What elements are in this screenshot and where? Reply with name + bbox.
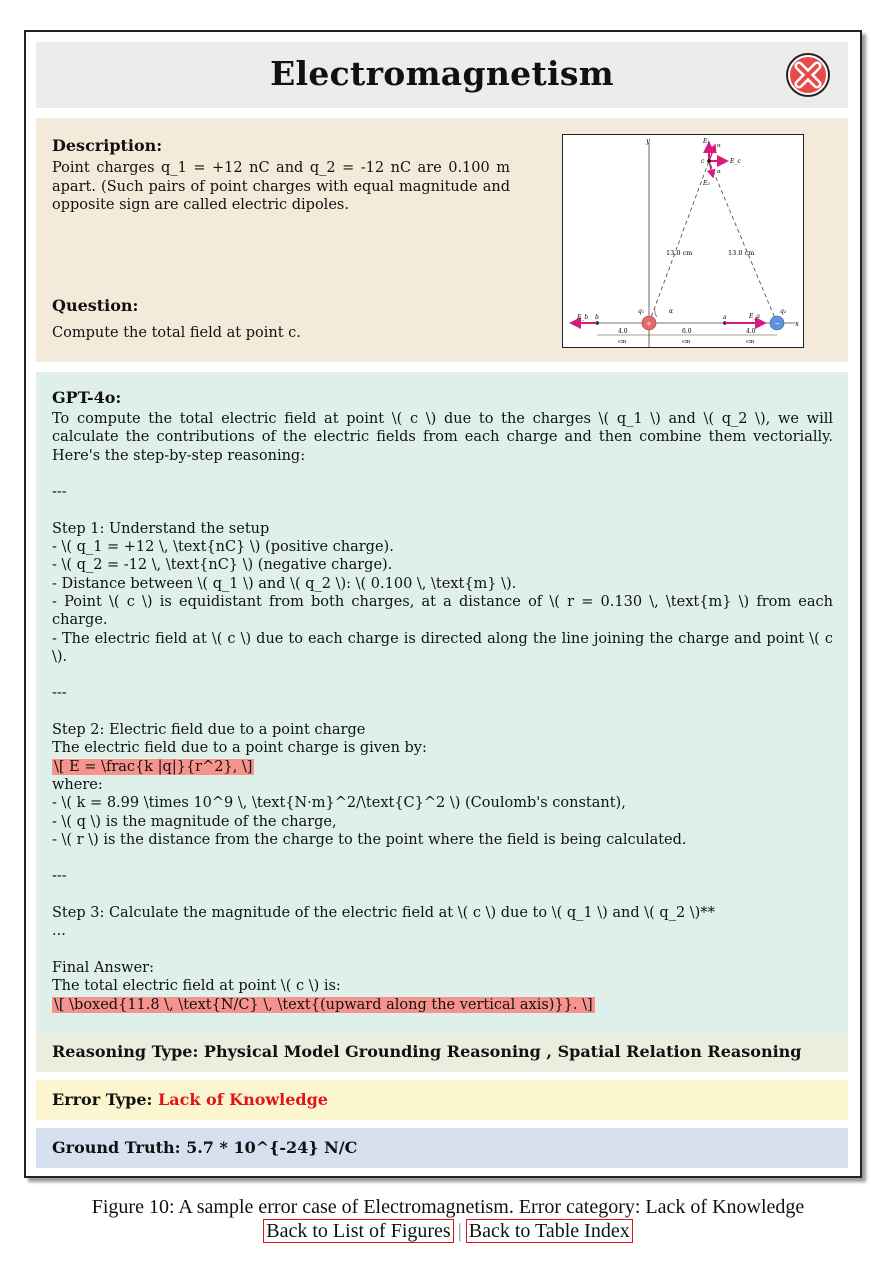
a-label: a — [723, 314, 727, 321]
description-text: Point charges q_1 = +12 nC and q_2 = -12 nC are 0.100 m apart. (Such pairs of point charges with equal magnitude and opposite sign are called electric dipoles. — [52, 160, 510, 213]
distance-label-right: 13.0 cm — [728, 249, 755, 257]
figure-caption: Figure 10: A sample error case of Electromagnetism. Error category: Lack of Knowledge — [91, 1196, 805, 1218]
q1-label: q₁ — [638, 308, 645, 315]
ground-truth-bar — [36, 1128, 848, 1168]
step3-title: Step 3: Calculate the magnitude of the electric field at \( c \) due to \( q_1 \) and \( q_2 \)** — [52, 905, 715, 922]
reasoning-type-bar — [36, 1032, 848, 1072]
link-separator: | — [457, 1220, 462, 1242]
dim-unit-left: cm — [618, 339, 627, 345]
step1-line: - The electric field at \( c \) due to each charge is directed along the line joining the charge and point \( c \). — [52, 630, 833, 665]
svg-text:+: + — [646, 320, 652, 328]
alpha-label-bottom: α — [717, 169, 721, 175]
question-heading: Question: — [52, 296, 139, 315]
q2-label: q₂ — [780, 308, 787, 315]
b-label: b — [595, 314, 599, 321]
step2-title: Step 2: Electric field due to a point charge — [52, 722, 366, 739]
step2-line: - \( r \) is the distance from the charge to the point where the field is being calculated. — [52, 831, 687, 848]
c-label: c — [701, 158, 705, 165]
highlighted-formula: \[ E = \frac{k |q|}{r^2}, \] — [54, 758, 253, 775]
alpha-label-q1: α — [669, 308, 674, 315]
dim-label-left: 4.0 — [618, 328, 628, 335]
ellipsis: ... — [52, 923, 66, 940]
error-type-bar — [36, 1080, 848, 1120]
dim-label-middle: 6.0 — [682, 328, 692, 335]
dim-label-right: 4.0 — [746, 328, 756, 335]
error-type-value: Lack of Knowledge — [158, 1090, 328, 1109]
separator: --- — [52, 484, 67, 501]
ea-label: E_a — [749, 313, 760, 320]
title-bar — [36, 42, 848, 108]
step1-line: - Distance between \( q_1 \) and \( q_2 \): \( 0.100 \, \text{m} \). — [52, 575, 517, 592]
reasoning-type: Reasoning Type: Physical Model Grounding Reasoning , Spatial Relation Reasoning — [52, 1042, 802, 1061]
step1-line: - \( q_1 = +12 \, \text{nC} \) (positive charge). — [52, 539, 394, 556]
e2-label: E₂ — [703, 180, 710, 187]
e1-label: E₁ — [703, 138, 710, 145]
ground-truth: Ground Truth: 5.7 * 10^{-24} N/C — [52, 1138, 358, 1157]
description-panel — [36, 118, 848, 362]
close-icon[interactable] — [784, 51, 832, 99]
step2-line: - \( k = 8.99 \times 10^9 \, \text{N·m}^2/\text{C}^2 \) (Coulomb's constant), — [52, 795, 626, 812]
dim-unit-middle: cm — [682, 339, 691, 345]
separator: --- — [52, 685, 67, 702]
step2-line: where: — [52, 776, 103, 793]
step1-line: - Point \( c \) is equidistant from both charges, at a distance of \( r = 0.130 \, \text{m} \) from each charge. — [52, 593, 833, 629]
highlighted-final-answer: \[ \boxed{11.8 \, \text{N/C} \, \text{(upward along the vertical axis)}}. \] — [54, 996, 593, 1013]
y-axis-label: y — [646, 137, 650, 145]
alpha-label-top: α — [717, 143, 721, 149]
model-response-body — [52, 410, 833, 1014]
model-heading: GPT-4o: — [52, 388, 122, 407]
response-intro: To compute the total electric field at point \( c \) due to the charges \( q_1 \) and \( q_2 \), we will calculate the contributions of the electric fields from each charge and then combine them vectorially. Here's the step-by-step reasoning: — [52, 411, 833, 464]
model-response-panel — [36, 372, 848, 1032]
final-answer-title: Final Answer: — [52, 959, 154, 976]
back-to-tables-link[interactable]: Back to Table Index — [466, 1219, 633, 1243]
final-answer-line: The total electric field at point \( c \) is: — [52, 978, 341, 995]
step2-line: The electric field due to a point charge is given by: — [52, 740, 427, 757]
x-axis-label: x — [795, 320, 799, 328]
step2-line: - \( q \) is the magnitude of the charge, — [52, 813, 337, 830]
error-case-card — [24, 30, 862, 1178]
dim-unit-right: cm — [746, 339, 755, 345]
distance-label-left: 13.0 cm — [666, 249, 693, 257]
step1-line: - \( q_2 = -12 \, \text{nC} \) (negative charge). — [52, 557, 393, 574]
error-type — [52, 1090, 328, 1109]
step1-title: Step 1: Understand the setup — [52, 520, 270, 537]
ec-label: E_c — [730, 158, 741, 165]
back-to-figures-link[interactable]: Back to List of Figures — [263, 1219, 453, 1243]
svg-text:−: − — [774, 320, 781, 328]
navigation-links — [0, 1220, 896, 1243]
error-type-label: Error Type: — [52, 1090, 159, 1109]
description-heading: Description: — [52, 136, 163, 155]
separator: --- — [52, 868, 67, 885]
question-text: Compute the total field at point c. — [52, 325, 301, 341]
page-title: Electromagnetism — [270, 54, 614, 93]
dipole-figure — [562, 134, 804, 348]
eb-label: E_b — [577, 314, 589, 321]
